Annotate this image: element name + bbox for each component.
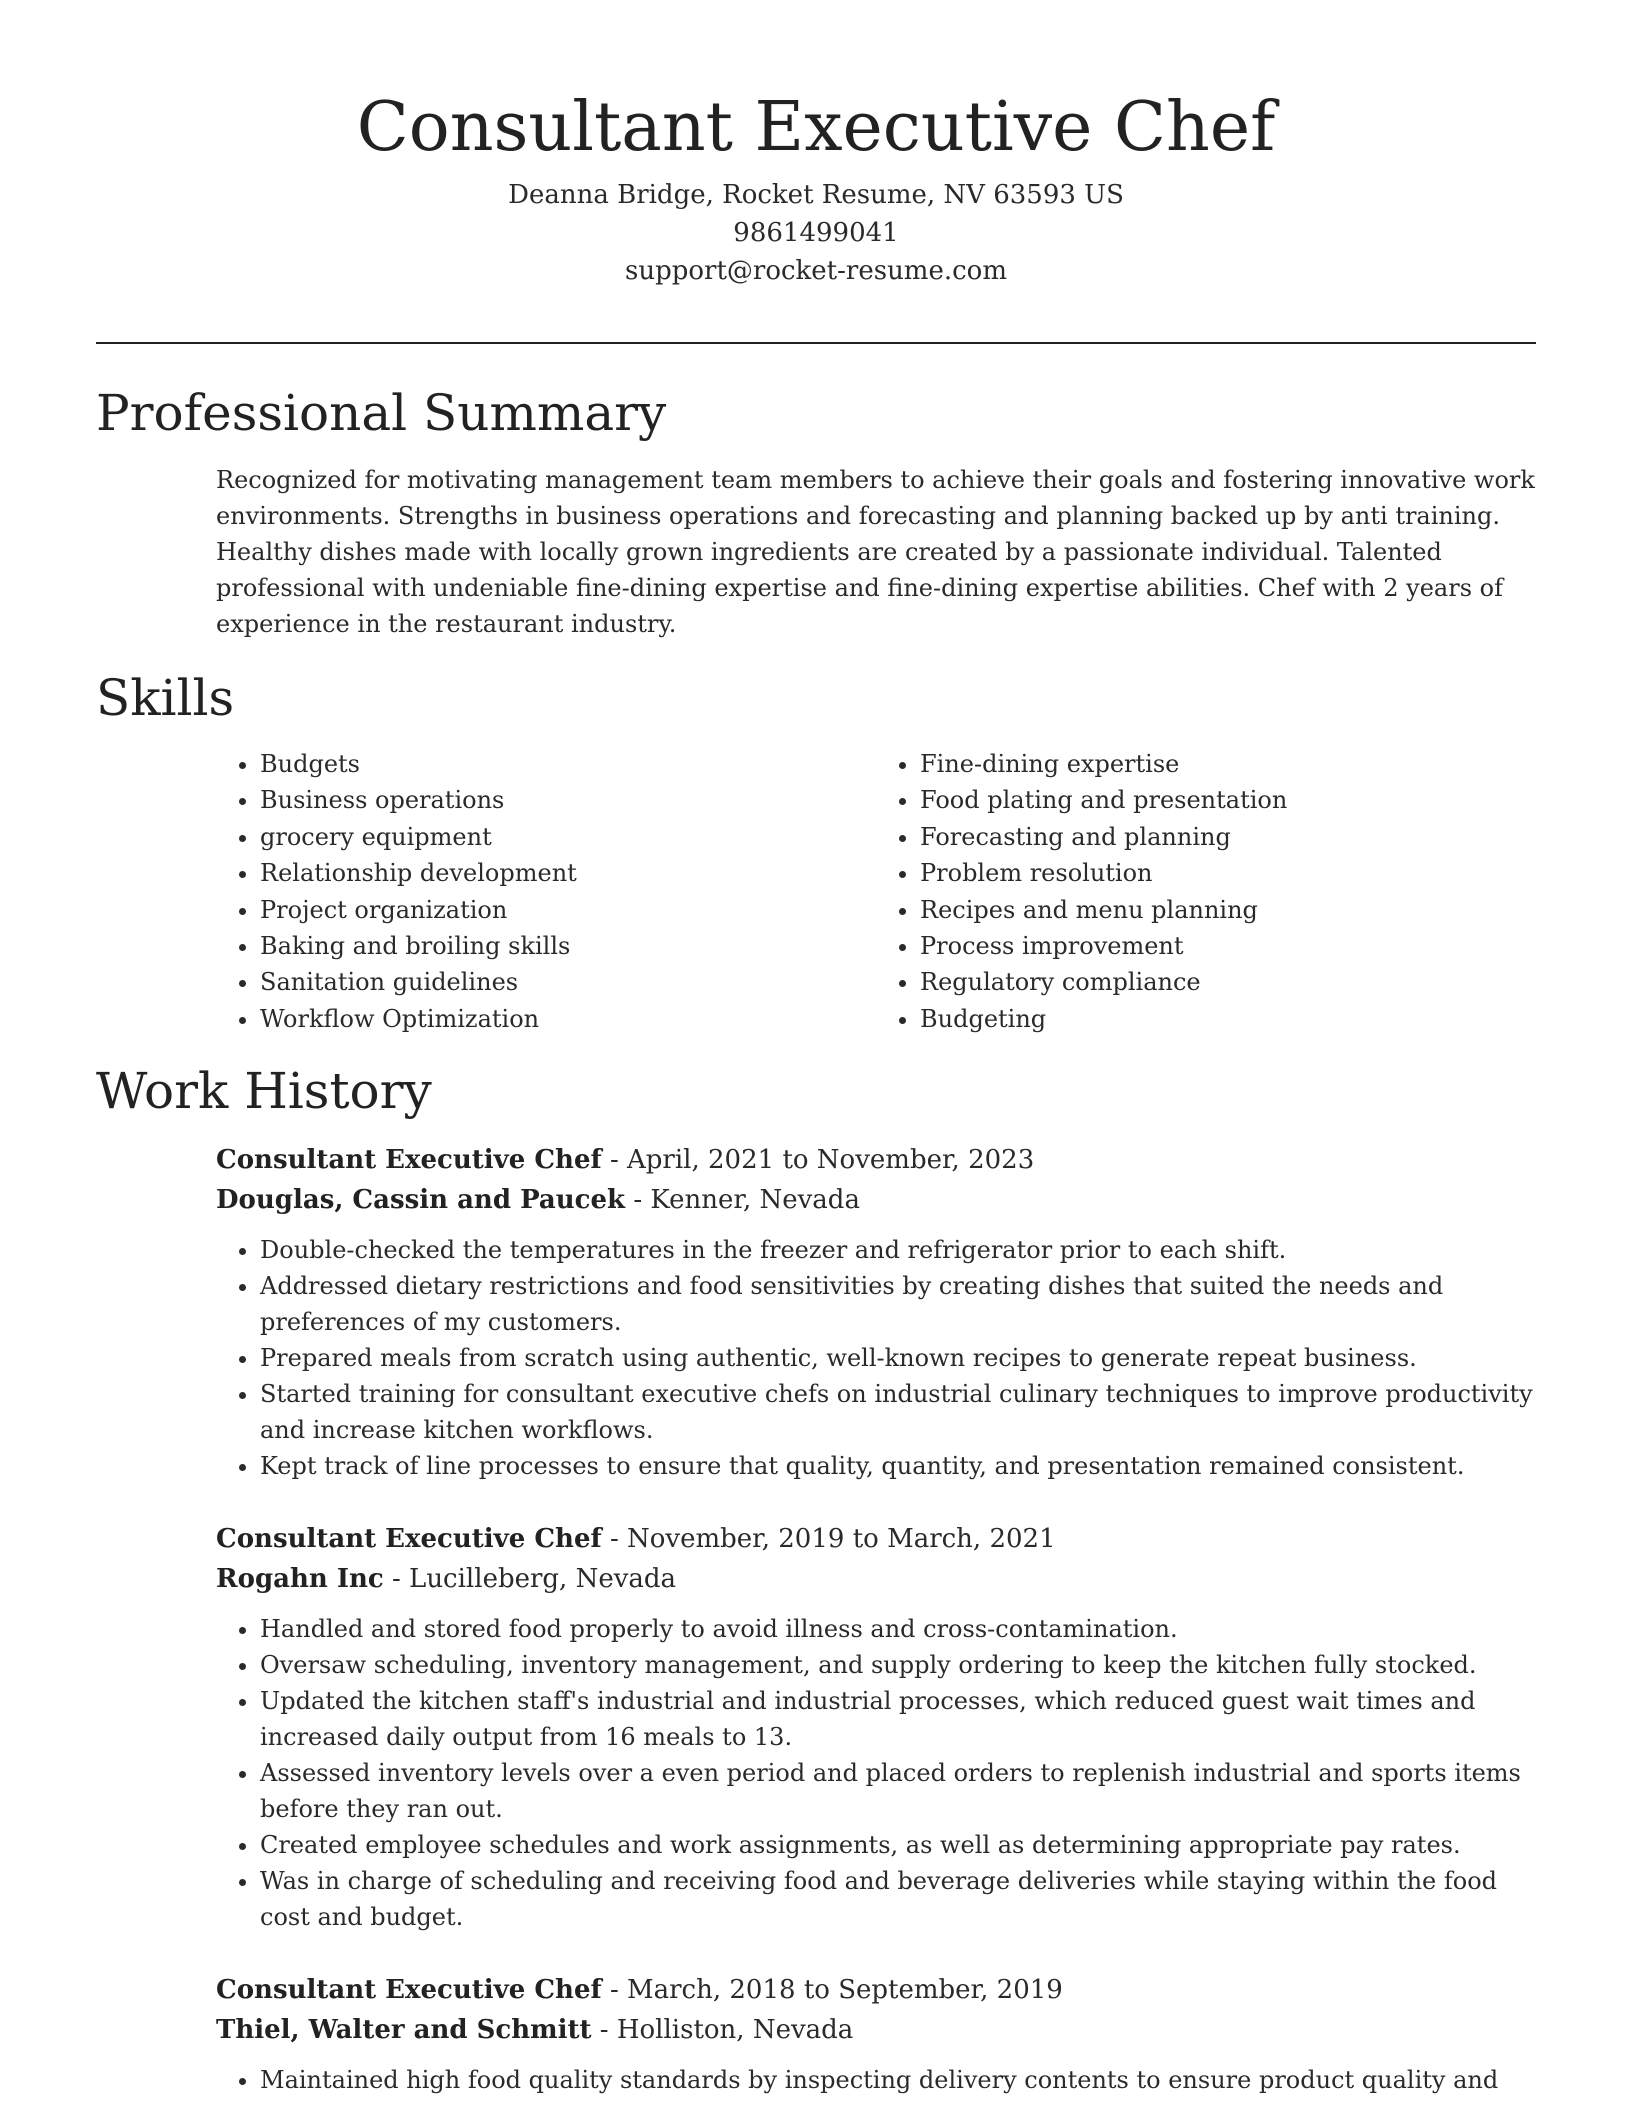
skill-item: • grocery equipment [260,819,876,855]
job-entry [216,1140,1536,1484]
skills-column-left [216,746,876,1037]
skill-item: • Problem resolution [920,855,1536,891]
job-duties [216,2062,1536,2098]
job-duty: • Created employee schedules and work assignments, as well as determining appropriate pay rates. [260,1827,1536,1863]
job-duty: • Double-checked the temperatures in the freezer and refrigerator prior to each shift. [260,1232,1536,1268]
skills-heading: Skills [96,669,235,727]
job-company-line [216,2010,1536,2050]
job-location: - Holliston, Nevada [591,2015,854,2045]
resume-header [96,80,1536,290]
skill-item: • Project organization [260,892,876,928]
job-title-line [216,1140,1536,1180]
job-entry [216,1519,1536,1935]
job-duty: • Was in charge of scheduling and receiving food and beverage deliveries while staying within the food cost and budget. [260,1863,1536,1935]
job-dates: - November, 2019 to March, 2021 [601,1524,1056,1554]
job-location: - Kenner, Nevada [625,1185,860,1215]
job-duty: • Prepared meals from scratch using authentic, well-known recipes to generate repeat business. [260,1340,1536,1376]
job-duties [216,1232,1536,1484]
skill-item: • Workflow Optimization [260,1001,876,1037]
skill-item: • Regulatory compliance [920,964,1536,1000]
contact-phone: 9861499041 [733,218,899,248]
job-company: Douglas, Cassin and Paucek [216,1185,626,1215]
contact-email: support@rocket-resume.com [624,256,1007,286]
skills-column-right [876,746,1536,1037]
contact-address: Deanna Bridge, Rocket Resume, NV 63593 US [508,180,1124,210]
job-duty: • Addressed dietary restrictions and food sensitivities by creating dishes that suited the needs and preferences of my customers. [260,1268,1536,1340]
job-duty: • Handled and stored food properly to avoid illness and cross-contamination. [260,1611,1536,1647]
job-role: Consultant Executive Chef [216,1145,602,1175]
job-company: Thiel, Walter and Schmitt [216,2015,592,2045]
skill-item: • Sanitation guidelines [260,964,876,1000]
skill-item: • Food plating and presentation [920,782,1536,818]
job-location: - Lucilleberg, Nevada [383,1564,677,1594]
skill-item: • Fine-dining expertise [920,746,1536,782]
skill-item: • Relationship development [260,855,876,891]
summary-text: Recognized for motivating management team members to achieve their goals and fostering innovative work environments. Strengths in business operations and forecasting and planning backed up by anti training. Healthy dishes made with locally grown ingredients are created by a passionate individual. Talented professional with undeniable fine-dining expertise and fine-dining expertise abilities. Chef with 2 years of experience in the restaurant industry. [216,466,1535,638]
skill-item: • Business operations [260,782,876,818]
job-entry [216,1970,1536,2098]
resume-title: Consultant Executive Chef [356,88,1276,167]
job-title-line [216,1970,1536,2010]
job-company: Rogahn Inc [216,1564,384,1594]
job-duties [216,1611,1536,1935]
skill-item: • Budgets [260,746,876,782]
job-role: Consultant Executive Chef [216,1524,602,1554]
skills-list [216,746,1536,1037]
summary-heading: Professional Summary [96,384,667,442]
job-title-line [216,1519,1536,1559]
job-duty: • Updated the kitchen staff's industrial and industrial processes, which reduced guest wait times and increased daily output from 16 meals to 13. [260,1683,1536,1755]
job-duty: • Kept track of line processes to ensure that quality, quantity, and presentation remained consistent. [260,1448,1536,1484]
skill-item: • Budgeting [920,1001,1536,1037]
skill-item: • Recipes and menu planning [920,892,1536,928]
job-role: Consultant Executive Chef [216,1975,602,2005]
job-dates: - March, 2018 to September, 2019 [601,1975,1063,2005]
header-divider [96,342,1536,344]
job-duty: • Assessed inventory levels over a even period and placed orders to replenish industrial and sports items before they ran out. [260,1755,1536,1827]
job-company-line [216,1180,1536,1220]
work-history-heading: Work History [96,1062,432,1120]
job-duty: • Maintained high food quality standards by inspecting delivery contents to ensure product quality and [260,2062,1536,2098]
skill-item: • Process improvement [920,928,1536,964]
job-duty: • Started training for consultant executive chefs on industrial culinary techniques to improve productivity and increase kitchen workflows. [260,1376,1536,1448]
skill-item: • Baking and broiling skills [260,928,876,964]
job-dates: - April, 2021 to November, 2023 [601,1145,1035,1175]
job-duty: • Oversaw scheduling, inventory management, and supply ordering to keep the kitchen fully stocked. [260,1647,1536,1683]
job-company-line [216,1559,1536,1599]
skill-item: • Forecasting and planning [920,819,1536,855]
